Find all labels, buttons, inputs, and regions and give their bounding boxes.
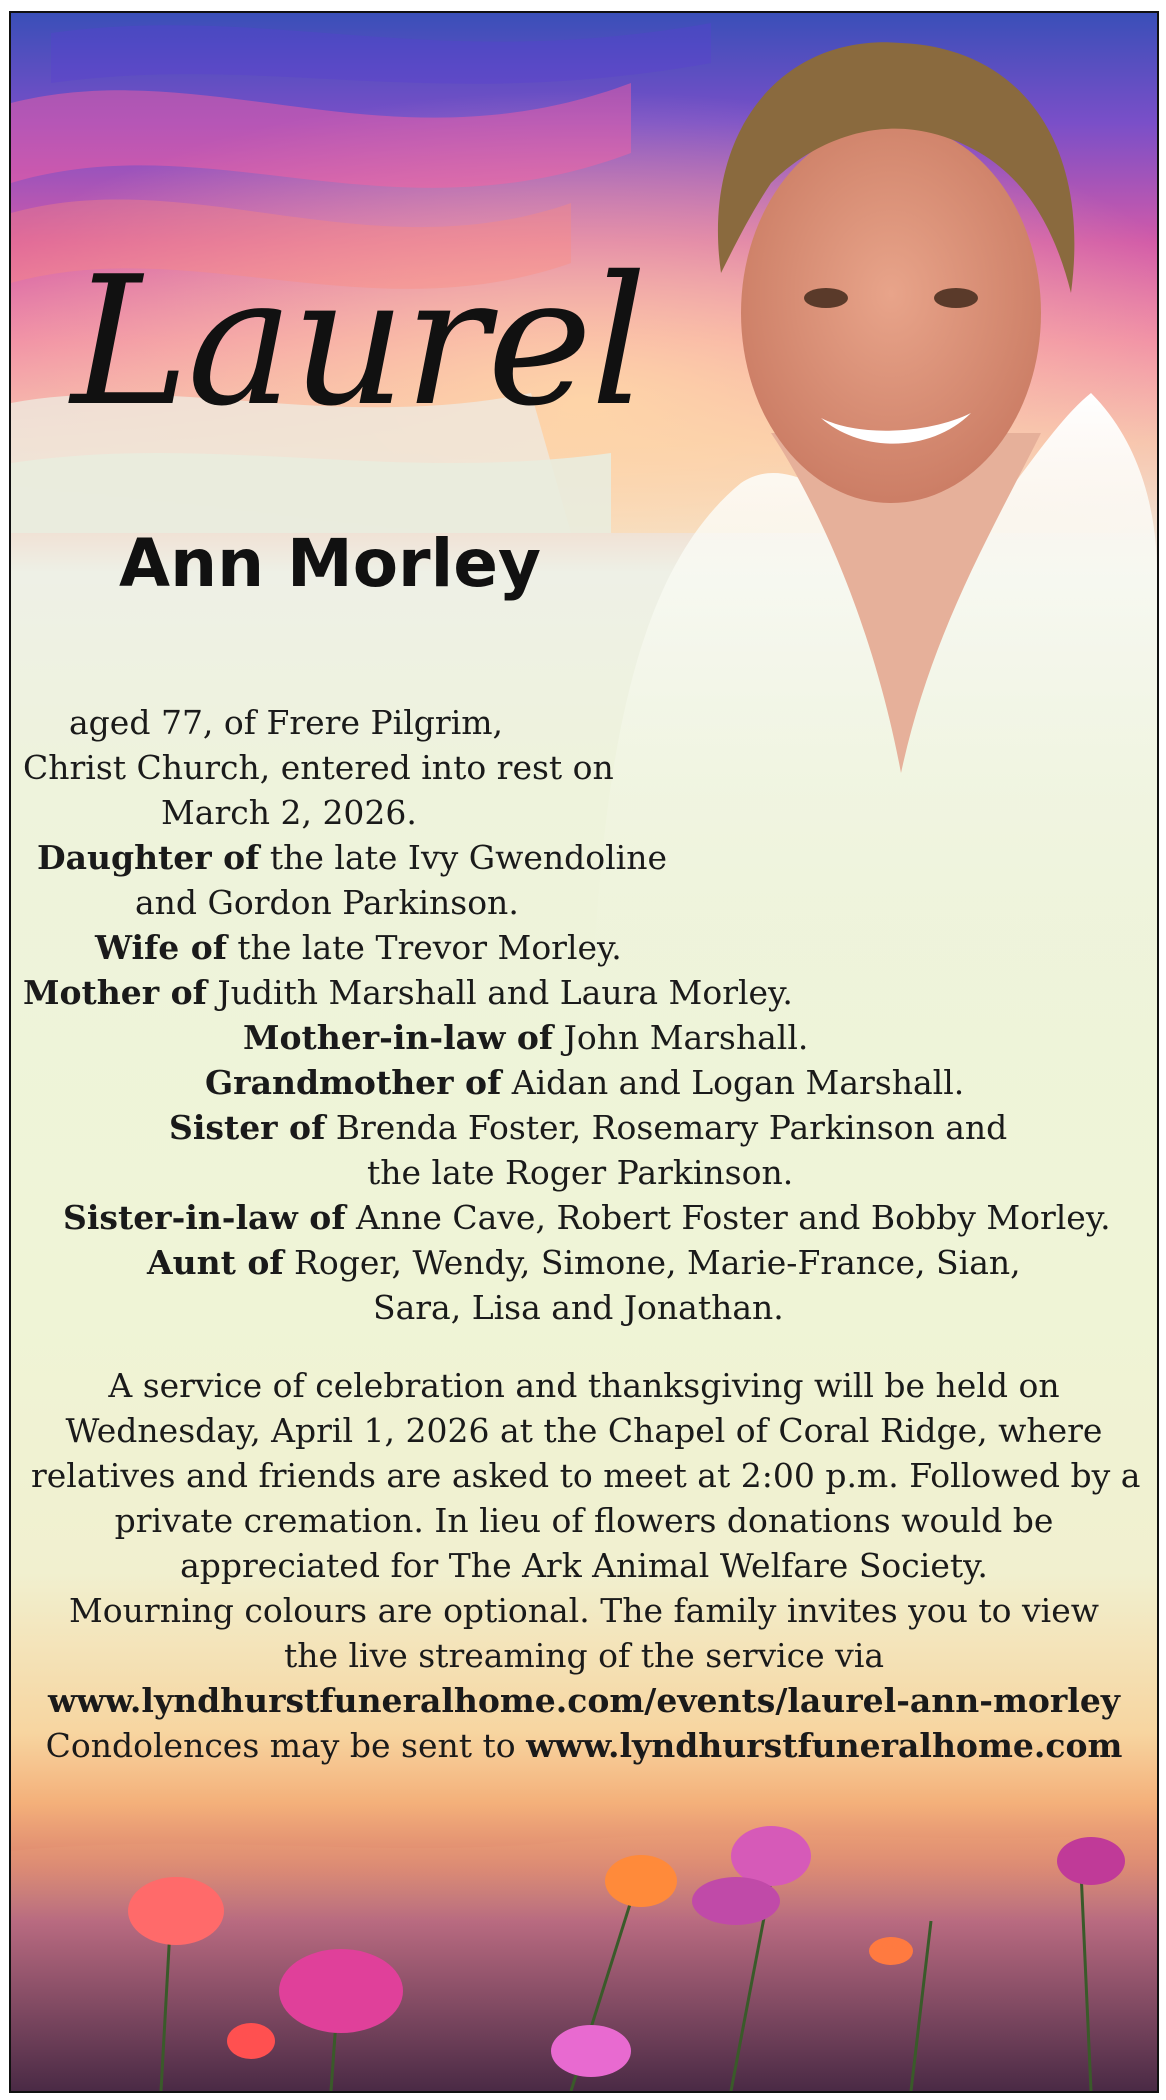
relation-label: Mother-in-law of [243, 1018, 554, 1057]
obituary-notice [9, 11, 1159, 2093]
service-line: relatives and friends are asked to meet at 2:00 p.m. Followed by a [31, 1456, 1141, 1495]
relation-text: Roger, Wendy, Simone, Marie-France, Sian, [283, 1243, 1021, 1282]
service-line: the live streaming of the service via [283, 1636, 885, 1675]
first-name-script: Laurel [71, 238, 646, 445]
service-line: appreciated for The Ark Animal Welfare Society. [180, 1546, 988, 1585]
relation-text: the late Roger Parkinson. [367, 1153, 794, 1192]
service-line: Mourning colours are optional. The family invites you to view [69, 1591, 1099, 1630]
poppy-field-image [11, 1761, 1157, 2091]
relation-line [147, 1241, 1021, 1285]
relation-line [23, 971, 793, 1015]
relation-line [205, 1061, 964, 1105]
relation-text: and Gordon Parkinson. [135, 883, 519, 922]
condolences-link[interactable]: www.lyndhurstfuneralhome.com [526, 1726, 1123, 1765]
relation-label: Sister-in-law of [63, 1198, 346, 1237]
relation-line [95, 926, 622, 970]
relation-label: Mother of [23, 973, 207, 1012]
relation-line [367, 1151, 793, 1195]
relation-text: Aidan and Logan Marshall. [501, 1063, 965, 1102]
intro-line: aged 77, of Frere Pilgrim, [69, 703, 504, 742]
relation-label: Sister of [169, 1108, 326, 1147]
relation-text: Sara, Lisa and Jonathan. [373, 1288, 784, 1327]
relation-line [373, 1286, 784, 1330]
relation-line [135, 881, 519, 925]
relation-line [37, 836, 667, 880]
intro-line: March 2, 2026. [161, 793, 417, 832]
intro-line: Christ Church, entered into rest on [23, 748, 614, 787]
relation-label: Daughter of [37, 838, 260, 877]
condolences-text: Condolences may be sent to [45, 1726, 527, 1765]
service-line: private cremation. In lieu of flowers donations would be [114, 1501, 1054, 1540]
relation-text: Judith Marshall and Laura Morley. [206, 973, 793, 1012]
relation-text: the late Trevor Morley. [226, 928, 622, 967]
relation-label: Aunt of [147, 1243, 284, 1282]
relation-text: the late Ivy Gwendoline [259, 838, 668, 877]
service-details [31, 1363, 1141, 1768]
full-name-heading: Ann Morley [119, 525, 542, 602]
relation-line [169, 1106, 1007, 1150]
relation-text: Anne Cave, Robert Foster and Bobby Morley. [345, 1198, 1111, 1237]
relation-label: Grandmother of [205, 1063, 502, 1102]
relation-line [243, 1016, 808, 1060]
service-line: A service of celebration and thanksgiving will be held on [108, 1366, 1060, 1405]
relation-line [63, 1196, 1111, 1240]
livestream-link[interactable]: www.lyndhurstfuneralhome.com/events/laurel-ann-morley [48, 1681, 1120, 1720]
relation-label: Wife of [95, 928, 227, 967]
relation-text: Brenda Foster, Rosemary Parkinson and [325, 1108, 1008, 1147]
relation-text: John Marshall. [553, 1018, 809, 1057]
service-line: Wednesday, April 1, 2026 at the Chapel of Coral Ridge, where [65, 1411, 1103, 1450]
